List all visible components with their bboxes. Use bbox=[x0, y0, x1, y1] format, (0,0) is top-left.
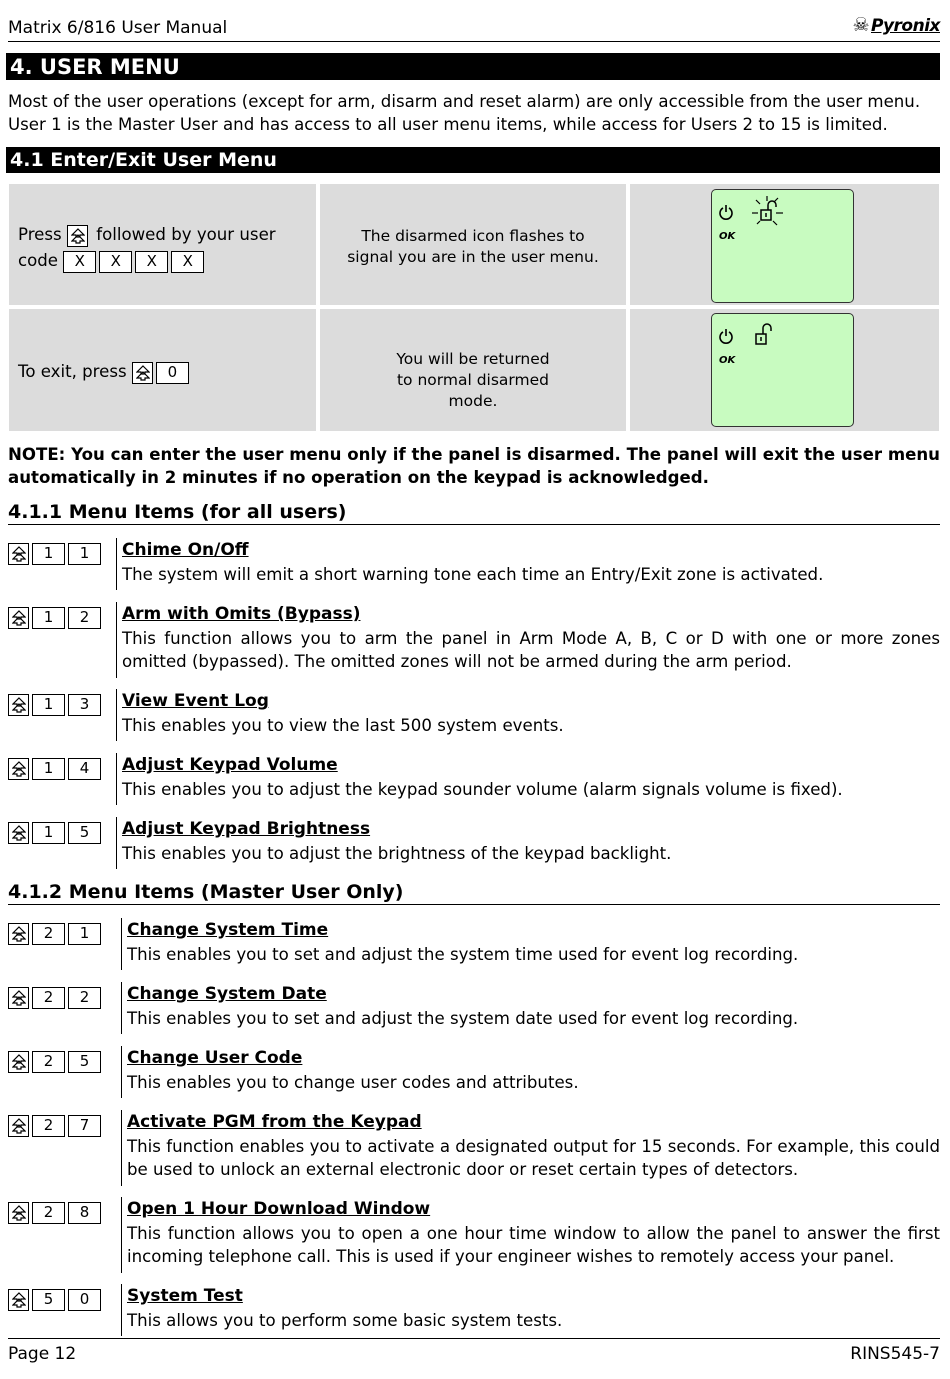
menu-item bbox=[8, 1197, 940, 1273]
menu-item bbox=[8, 538, 940, 590]
menu-item-body bbox=[127, 1110, 940, 1181]
menu-item-body bbox=[127, 918, 940, 966]
menu-item-body bbox=[122, 817, 940, 865]
divider bbox=[121, 1046, 122, 1098]
page-header bbox=[8, 14, 940, 42]
digit-key-2: 3 bbox=[68, 694, 101, 716]
menu-key bbox=[8, 822, 29, 844]
document-code: RINS545-7 bbox=[850, 1344, 940, 1364]
menu-item-body bbox=[122, 538, 940, 586]
digit-key-2: 0 bbox=[68, 1289, 101, 1311]
digit-key-2: 5 bbox=[68, 1051, 101, 1073]
ok-icon: OK bbox=[719, 231, 736, 242]
logo-mark-icon: ☠ bbox=[852, 14, 869, 36]
menu-item-body bbox=[127, 1046, 940, 1094]
code-key-1: X bbox=[63, 251, 96, 273]
exit-result: You will be returned to normal disarmed mode. bbox=[396, 350, 550, 410]
all-users-heading: 4.1.1 Menu Items (for all users) bbox=[8, 501, 940, 525]
zero-key: 0 bbox=[156, 362, 189, 384]
digit-key-1: 1 bbox=[32, 543, 65, 565]
menu-item-description: This enables you to view the last 500 system events. bbox=[122, 716, 564, 735]
ok-icon: OK bbox=[719, 355, 736, 366]
digit-key-1: 2 bbox=[32, 923, 65, 945]
menu-item-description: This enables you to adjust the keypad sounder volume (alarm signals volume is fixed). bbox=[122, 780, 843, 799]
divider bbox=[121, 1110, 122, 1186]
menu-item-description: The system will emit a short warning tone each time an Entry/Exit zone is activated. bbox=[122, 565, 824, 584]
digit-key-1: 1 bbox=[32, 822, 65, 844]
menu-item-title: View Event Log bbox=[122, 691, 269, 711]
code-key-2: X bbox=[99, 251, 132, 273]
divider bbox=[121, 1197, 122, 1273]
code-key-4: X bbox=[171, 251, 204, 273]
menu-item bbox=[8, 689, 940, 741]
digit-key-1: 5 bbox=[32, 1289, 65, 1311]
menu-key bbox=[8, 758, 29, 780]
exit-instruction: To exit, press 0 bbox=[18, 359, 192, 385]
menu-item bbox=[8, 753, 940, 805]
menu-item-description: This function allows you to arm the panel in Arm Mode A, B, C or D with one or more zones omitted (bypassed). The omitted zones will not be armed during the arm period. bbox=[122, 629, 940, 671]
menu-item bbox=[8, 602, 940, 678]
menu-item-keys bbox=[8, 694, 104, 716]
digit-key-1: 2 bbox=[32, 1051, 65, 1073]
menu-item-keys bbox=[8, 607, 104, 629]
menu-item bbox=[8, 817, 940, 869]
menu-item bbox=[8, 1284, 940, 1336]
menu-item-title: Arm with Omits (Bypass) bbox=[122, 604, 361, 624]
menu-item-description: This enables you to set and adjust the system date used for event log recording. bbox=[127, 1009, 799, 1028]
menu-item-description: This allows you to perform some basic system tests. bbox=[127, 1311, 563, 1330]
exit-result-cell bbox=[320, 309, 626, 431]
power-icon bbox=[718, 328, 734, 344]
enter-result-cell bbox=[320, 184, 626, 305]
section-intro: Most of the user operations (except for arm, disarm and reset alarm) are only accessible from the user menu. User 1 is the Master User and has access to all user menu items, while access for Users 2 to 15 is limited. bbox=[8, 92, 921, 134]
menu-item-keys bbox=[8, 758, 104, 780]
divider bbox=[121, 1284, 122, 1336]
menu-item-title: Adjust Keypad Brightness bbox=[122, 819, 371, 839]
divider bbox=[116, 753, 117, 805]
menu-key bbox=[8, 923, 29, 945]
digit-key-1: 1 bbox=[32, 607, 65, 629]
menu-key bbox=[8, 694, 29, 716]
menu-item-title: Change System Date bbox=[127, 984, 327, 1004]
exit-lcd-cell bbox=[630, 309, 939, 431]
enter-instruction: Press followed by your user code X X X X bbox=[18, 222, 276, 274]
menu-item-title: Open 1 Hour Download Window bbox=[127, 1199, 431, 1219]
menu-key bbox=[8, 1115, 29, 1137]
menu-item-description: This function enables you to activate a designated output for 15 seconds. For example, this could be used to unlock an external electronic door or reset certain types of detectors. bbox=[127, 1137, 940, 1179]
menu-item-keys bbox=[8, 923, 104, 945]
exit-instruction-cell bbox=[9, 309, 316, 431]
menu-item bbox=[8, 1046, 940, 1098]
divider bbox=[121, 918, 122, 970]
menu-key bbox=[8, 987, 29, 1009]
manual-title: Matrix 6/816 User Manual bbox=[8, 18, 228, 38]
lcd-normal bbox=[711, 313, 854, 427]
section-title: 4. USER MENU bbox=[6, 53, 940, 80]
menu-item-title: Change User Code bbox=[127, 1048, 303, 1068]
menu-item-title: Change System Time bbox=[127, 920, 329, 940]
menu-item-description: This enables you to change user codes and attributes. bbox=[127, 1073, 579, 1092]
menu-key bbox=[8, 607, 29, 629]
enter-exit-table bbox=[8, 182, 939, 433]
menu-item bbox=[8, 1110, 940, 1186]
page-number: Page 12 bbox=[8, 1344, 77, 1364]
digit-key-2: 1 bbox=[68, 923, 101, 945]
menu-item-description: This function allows you to open a one hour time window to allow the panel to answer the first incoming telephone call. This is used if your engineer wishes to remotely access your panel. bbox=[127, 1224, 940, 1266]
enter-instruction-cell bbox=[9, 184, 316, 305]
digit-key-1: 1 bbox=[32, 758, 65, 780]
digit-key-2: 5 bbox=[68, 822, 101, 844]
master-user-heading: 4.1.2 Menu Items (Master User Only) bbox=[8, 881, 940, 905]
digit-key-1: 2 bbox=[32, 1202, 65, 1224]
digit-key-2: 2 bbox=[68, 607, 101, 629]
divider bbox=[116, 538, 117, 590]
unlocked-icon bbox=[754, 322, 778, 346]
digit-key-1: 2 bbox=[32, 1115, 65, 1137]
digit-key-1: 1 bbox=[32, 694, 65, 716]
digit-key-1: 2 bbox=[32, 987, 65, 1009]
menu-key bbox=[8, 1202, 29, 1224]
subsection-title: 4.1 Enter/Exit User Menu bbox=[6, 147, 940, 173]
digit-key-2: 1 bbox=[68, 543, 101, 565]
menu-item bbox=[8, 918, 940, 970]
pyronix-logo: ☠ Pyronix bbox=[852, 14, 940, 36]
menu-item-description: This enables you to set and adjust the system time used for event log recording. bbox=[127, 945, 799, 964]
divider bbox=[116, 602, 117, 678]
divider bbox=[121, 982, 122, 1034]
menu-item bbox=[8, 982, 940, 1034]
menu-item-body bbox=[127, 982, 940, 1030]
menu-item-keys bbox=[8, 822, 104, 844]
menu-item-title: Adjust Keypad Volume bbox=[122, 755, 338, 775]
enter-result: The disarmed icon flashes to signal you are in the user menu. bbox=[347, 227, 599, 266]
menu-item-keys bbox=[8, 987, 104, 1009]
digit-key-2: 8 bbox=[68, 1202, 101, 1224]
digit-key-2: 2 bbox=[68, 987, 101, 1009]
menu-item-body bbox=[127, 1284, 940, 1332]
digit-key-2: 4 bbox=[68, 758, 101, 780]
menu-item-description: This enables you to adjust the brightness of the keypad backlight. bbox=[122, 844, 672, 863]
menu-item-keys bbox=[8, 543, 104, 565]
menu-item-body bbox=[122, 753, 940, 801]
menu-key bbox=[67, 225, 88, 247]
menu-key bbox=[132, 362, 153, 384]
lcd-flashing bbox=[711, 189, 854, 303]
enter-lcd-cell bbox=[630, 184, 939, 305]
unlocked-flashing-icon bbox=[750, 194, 784, 228]
menu-item-keys bbox=[8, 1115, 104, 1137]
digit-key-2: 7 bbox=[68, 1115, 101, 1137]
menu-item-keys bbox=[8, 1202, 104, 1224]
menu-key bbox=[8, 1051, 29, 1073]
menu-item-keys bbox=[8, 1051, 104, 1073]
code-key-3: X bbox=[135, 251, 168, 273]
menu-key bbox=[8, 1289, 29, 1311]
divider bbox=[116, 817, 117, 869]
note: NOTE: You can enter the user menu only if the panel is disarmed. The panel will exit the user menu automatically in 2 minutes if no operation on the keypad is acknowledged. bbox=[8, 445, 940, 487]
page-footer bbox=[8, 1338, 940, 1366]
menu-item-title: Activate PGM from the Keypad bbox=[127, 1112, 422, 1132]
menu-item-body bbox=[122, 689, 940, 737]
menu-item-keys bbox=[8, 1289, 104, 1311]
menu-item-body bbox=[122, 602, 940, 673]
power-icon bbox=[718, 204, 734, 220]
menu-item-body bbox=[127, 1197, 940, 1268]
divider bbox=[116, 689, 117, 741]
menu-item-title: Chime On/Off bbox=[122, 540, 249, 560]
menu-key bbox=[8, 543, 29, 565]
menu-item-title: System Test bbox=[127, 1286, 243, 1306]
